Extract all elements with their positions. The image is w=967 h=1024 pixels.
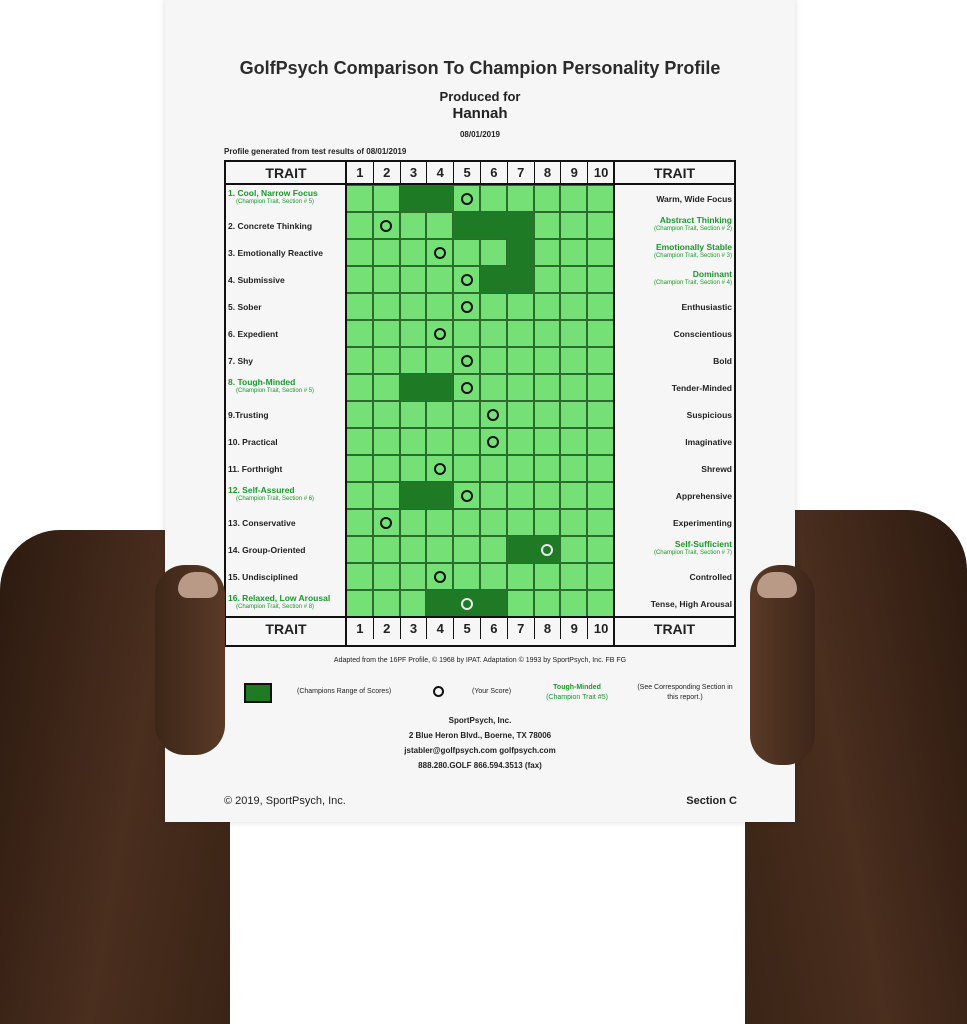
trait-right-text: Shrewd [701,464,732,474]
header-scale-5: 5 [453,162,480,185]
trait-right-label [616,437,732,447]
company-name: SportPsych, Inc. [448,716,512,725]
score-marker [434,247,446,259]
scale-cell [426,266,453,293]
scale-cell [453,320,480,347]
company-address: 2 Blue Heron Blvd., Boerne, TX 78006 [408,731,552,740]
scale-cell [400,509,427,536]
trait-left-label [228,221,346,231]
header-scale-4: 4 [426,162,453,185]
trait-right-label [616,215,732,233]
report-date: 08/01/2019 [459,130,501,139]
header-trait-right: TRAIT [614,162,734,185]
scale-cell [587,347,614,374]
trait-left-label [228,410,346,420]
trait-right-text: Dominant [692,269,732,279]
footer-scale-8: 8 [534,616,561,639]
scale-cell [373,590,400,617]
left-thumbnail [178,572,218,598]
scale-cell [480,563,507,590]
score-marker [434,328,446,340]
score-marker [380,517,392,529]
trait-right-text: Abstract Thinking [659,215,732,225]
scale-cell [587,239,614,266]
scale-cell [480,509,507,536]
champion-range-cell [507,212,534,239]
trait-left-sub: (Champion Trait, Section # 6) [236,496,315,502]
footer-scale-6: 6 [480,616,507,639]
trait-right-text: Warm, Wide Focus [656,194,732,204]
section-label: Section C [686,795,737,807]
header-scale-1: 1 [346,162,373,185]
scale-cell [480,320,507,347]
trait-right-text: Controlled [689,572,732,582]
scale-cell [587,293,614,320]
trait-right-sub: (Champion Trait, Section # 7) [653,550,732,556]
scale-cell [560,536,587,563]
footer-trait-right: TRAIT [614,616,734,639]
scale-cell [346,185,373,212]
scale-cell [346,482,373,509]
scale-cell [560,482,587,509]
trait-right-sub: (Champion Trait, Section # 2) [653,226,732,232]
header-scale-10: 10 [587,162,614,185]
scale-cell [346,293,373,320]
trait-right-text: Tense, High Arousal [650,599,732,609]
header-scale-9: 9 [560,162,587,185]
trait-right-text: Conscientious [673,329,732,339]
scale-cell [453,239,480,266]
trait-right-text: Enthusiastic [681,302,732,312]
trait-right-label [616,410,732,420]
scale-cell [346,239,373,266]
scale-cell [346,455,373,482]
scale-cell [587,536,614,563]
champion-range-cell [480,266,507,293]
trait-right-text: Imaginative [685,437,732,447]
trait-right-label [616,491,732,501]
scale-cell [346,401,373,428]
trait-left-label [228,356,346,366]
generated-note: Profile generated from test results of 08/01/2019 [224,147,407,156]
scale-cell [480,347,507,374]
legend-see-note: (See Corresponding Section in this report.) [637,684,733,701]
header-trait-left: TRAIT [226,162,346,185]
scale-cell [480,185,507,212]
trait-right-label [616,383,732,393]
scale-cell [400,563,427,590]
trait-left-text: 13. Conservative [228,518,296,528]
score-marker [487,436,499,448]
champion-range-cell [507,536,534,563]
scale-cell [560,509,587,536]
trait-right-text: Suspicious [686,410,732,420]
score-marker [541,544,553,556]
trait-left-sub: (Champion Trait, Section # 8) [236,604,315,610]
document-title: GolfPsych Comparison To Champion Personality Profile [239,58,721,78]
header-scale-6: 6 [480,162,507,185]
scale-cell [480,293,507,320]
trait-left-text: 6. Expedient [228,329,279,339]
scale-cell [587,266,614,293]
trait-right-text: Apprehensive [675,491,732,501]
trait-left-text: 16. Relaxed, Low Arousal [228,593,331,603]
company-web: jstabler@golfpsych.com golfpsych.com [404,746,556,755]
champion-range-cell [426,185,453,212]
footer-scale-10: 10 [587,616,614,639]
trait-right-label [616,269,732,287]
score-marker [461,193,473,205]
scale-cell [426,293,453,320]
scale-cell [426,509,453,536]
scale-cell [507,482,534,509]
scale-cell [426,428,453,455]
scale-cell [453,536,480,563]
trait-left-label [228,485,346,503]
footer-scale-5: 5 [453,616,480,639]
scale-cell [373,239,400,266]
trait-right-text: Emotionally Stable [655,242,732,252]
scale-cell [587,401,614,428]
scale-cell [373,455,400,482]
trait-right-text: Experimenting [672,518,732,528]
scale-cell [373,563,400,590]
scale-cell [587,482,614,509]
scale-cell [400,536,427,563]
header-scale-2: 2 [373,162,400,185]
header-scale-3: 3 [400,162,427,185]
scale-cell [400,428,427,455]
trait-left-label [228,464,346,474]
footer-scale-4: 4 [426,616,453,639]
legend-champion-sub: (Champion Trait #5) [546,694,608,701]
scale-cell [560,428,587,455]
scale-cell [400,455,427,482]
scale-cell [480,239,507,266]
scale-cell [534,185,561,212]
scale-cell [507,428,534,455]
trait-left-label [228,188,346,206]
scale-cell [560,455,587,482]
legend-range-label: (Champions Range of Scores) [297,688,392,695]
scale-cell [560,266,587,293]
legend-range-swatch [244,683,272,703]
scale-cell [560,401,587,428]
scale-cell [373,293,400,320]
trait-left-text: 3. Emotionally Reactive [228,248,323,258]
profile-grid [224,160,736,647]
trait-right-sub: (Champion Trait, Section # 4) [653,280,732,286]
scale-cell [534,347,561,374]
trait-right-text: Tender-Minded [671,383,732,393]
scale-cell [426,212,453,239]
person-name: Hannah [452,105,508,122]
trait-left-text: 9.Trusting [228,410,269,420]
scale-cell [560,212,587,239]
scale-cell [507,347,534,374]
champion-range-cell [400,482,427,509]
score-marker [461,598,473,610]
scale-cell [373,347,400,374]
scale-cell [534,401,561,428]
scale-cell [373,401,400,428]
right-thumbnail [757,572,797,598]
trait-left-label [228,437,346,447]
trait-right-label [616,302,732,312]
scale-cell [346,374,373,401]
adaptation-note: Adapted from the 16PF Profile, © 1968 by IPAT. Adaptation © 1993 by SportPsych, Inc. FB FG [333,657,627,664]
scale-cell [480,536,507,563]
scale-cell [587,428,614,455]
scale-cell [400,239,427,266]
scale-cell [534,428,561,455]
trait-left-text: 4. Submissive [228,275,285,285]
trait-left-text: 5. Sober [228,302,262,312]
scale-cell [560,563,587,590]
scale-cell [587,509,614,536]
score-marker [461,274,473,286]
trait-right-label [616,599,732,609]
scale-cell [560,374,587,401]
scale-cell [373,482,400,509]
scale-cell [400,212,427,239]
scale-cell [560,320,587,347]
scale-cell [346,536,373,563]
trait-right-label [616,329,732,339]
scale-cell [453,401,480,428]
score-marker [461,490,473,502]
scale-cell [560,347,587,374]
champion-range-cell [480,590,507,617]
trait-left-text: 2. Concrete Thinking [228,221,313,231]
scale-cell [426,347,453,374]
scale-cell [453,509,480,536]
scale-cell [346,347,373,374]
header-scale-7: 7 [507,162,534,185]
trait-left-text: 10. Practical [228,437,278,447]
trait-left-label [228,248,346,258]
score-marker [487,409,499,421]
scale-cell [507,401,534,428]
trait-left-text: 8. Tough-Minded [228,377,296,387]
scale-cell [480,455,507,482]
score-marker [434,571,446,583]
trait-left-sub: (Champion Trait, Section # 5) [236,388,315,394]
scale-cell [453,563,480,590]
champion-range-cell [426,482,453,509]
scale-cell [480,482,507,509]
scale-cell [534,239,561,266]
scale-cell [507,590,534,617]
scale-cell [534,212,561,239]
footer-scale-7: 7 [507,616,534,639]
legend-score-label: (Your Score) [472,688,512,695]
trait-left-label [228,275,346,285]
trait-left-text: 12. Self-Assured [228,485,295,495]
scale-cell [373,266,400,293]
grid-right-divider [613,162,615,645]
score-marker [461,382,473,394]
scale-cell [426,401,453,428]
scale-cell [507,509,534,536]
scale-cell [507,374,534,401]
scale-cell [534,509,561,536]
trait-right-label [616,572,732,582]
trait-right-text: Self-Sufficient [674,539,732,549]
champion-range-cell [400,185,427,212]
scale-cell [426,536,453,563]
trait-left-label [228,302,346,312]
legend-champion-example [537,683,617,703]
scale-cell [507,185,534,212]
scale-cell [400,266,427,293]
scale-cell [400,293,427,320]
footer-scale-2: 2 [373,616,400,639]
trait-right-label [616,518,732,528]
scale-cell [560,239,587,266]
company-phone: 888.280.GOLF 866.594.3513 (fax) [418,761,542,770]
scale-cell [587,455,614,482]
trait-left-sub: (Champion Trait, Section # 5) [236,199,315,205]
score-marker [461,301,473,313]
trait-left-label [228,593,346,611]
trait-right-text: Bold [713,356,732,366]
trait-left-text: 7. Shy [228,356,254,366]
scale-cell [400,320,427,347]
scale-cell [373,374,400,401]
scale-cell [534,482,561,509]
scale-cell [373,428,400,455]
scale-cell [346,563,373,590]
trait-right-label [616,242,732,260]
scale-cell [346,428,373,455]
trait-right-sub: (Champion Trait, Section # 3) [653,253,732,259]
trait-left-label [228,329,346,339]
scale-cell [453,455,480,482]
scale-cell [534,266,561,293]
legend-champion-trait: Tough-Minded [553,684,601,691]
scale-cell [373,536,400,563]
trait-right-label [616,464,732,474]
header-scale-8: 8 [534,162,561,185]
scale-cell [534,455,561,482]
produced-for-label: Produced for [439,89,521,104]
champion-range-cell [507,239,534,266]
scale-cell [534,293,561,320]
trait-right-label [616,356,732,366]
scale-cell [587,563,614,590]
scale-cell [346,212,373,239]
footer-trait-left: TRAIT [226,616,346,639]
scale-cell [346,509,373,536]
scale-cell [373,185,400,212]
footer-scale-1: 1 [346,616,373,639]
score-marker [434,463,446,475]
trait-left-label [228,572,346,582]
footer-scale-3: 3 [400,616,427,639]
scale-cell [480,374,507,401]
scale-cell [587,212,614,239]
trait-left-text: 1. Cool, Narrow Focus [228,188,318,198]
scale-cell [507,455,534,482]
scale-cell [534,374,561,401]
champion-range-cell [453,212,480,239]
profile-sheet [165,0,795,822]
trait-left-label [228,518,346,528]
scale-cell [373,320,400,347]
scale-cell [534,590,561,617]
footer-scale-9: 9 [560,616,587,639]
trait-right-label [616,539,732,557]
champion-range-cell [507,266,534,293]
score-marker [461,355,473,367]
trait-left-text: 14. Group-Oriented [228,545,306,555]
scale-cell [400,347,427,374]
scale-cell [346,320,373,347]
trait-right-label [616,194,732,204]
scale-cell [534,563,561,590]
scale-cell [587,374,614,401]
score-marker [380,220,392,232]
scale-cell [560,590,587,617]
trait-left-label [228,377,346,395]
legend-score-marker [433,686,444,697]
scale-cell [587,590,614,617]
scale-cell [346,266,373,293]
scale-cell [507,320,534,347]
scale-cell [400,590,427,617]
scale-cell [560,293,587,320]
champion-range-cell [426,590,453,617]
trait-left-label [228,545,346,555]
scale-cell [346,590,373,617]
scale-cell [587,185,614,212]
scale-cell [534,320,561,347]
champion-range-cell [400,374,427,401]
scale-cell [560,185,587,212]
trait-left-text: 11. Forthright [228,464,283,474]
champion-range-cell [480,212,507,239]
scale-cell [507,293,534,320]
copyright: © 2019, SportPsych, Inc. [224,795,346,807]
scale-cell [507,563,534,590]
champion-range-cell [426,374,453,401]
scale-cell [400,401,427,428]
trait-left-text: 15. Undisciplined [228,572,298,582]
scale-cell [587,320,614,347]
scale-cell [453,428,480,455]
grid-left-divider [345,162,347,645]
